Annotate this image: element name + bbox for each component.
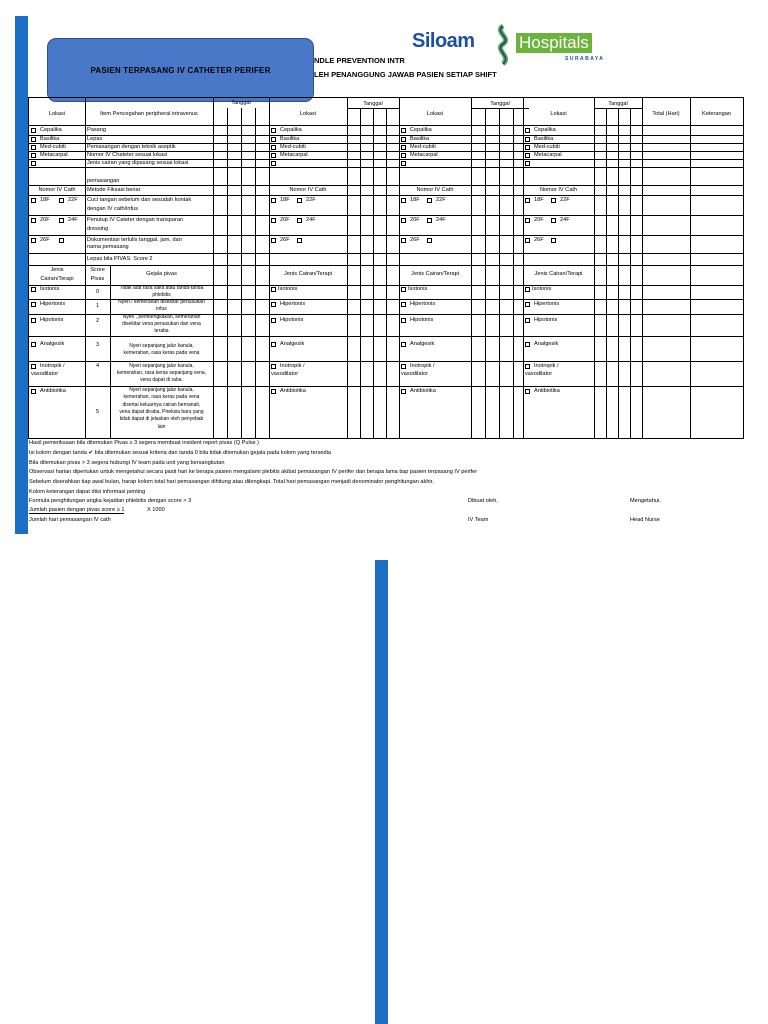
checkbox-20f-4[interactable] (525, 218, 530, 223)
nomor-iv-label-4: Nomor IV Cath (540, 187, 577, 193)
lokasi-med-cubiti-4: Med-cubiti (534, 144, 560, 150)
col-header-tanggal-3: Tanggal (490, 101, 510, 107)
size-26f-2: 26F (280, 237, 290, 243)
footer-note-5: Sebelum diserahkan tiap awal bulan, harap kolom total hari pemasangan dihitung atau dilengkapi. Total hari pemasangan menjadi denominator penghitungan akhir. (29, 479, 434, 485)
score-4: 4 (95, 363, 100, 369)
jenis-hipertonis-4: Hipertonis (534, 301, 560, 307)
size-18f: 18F (40, 197, 50, 203)
jenis-inotropik-4: Inotropik / (534, 363, 559, 369)
item-lepas-pivas: Lepas bila PIVAS: Score 2 (87, 256, 153, 262)
size-20f-3: 20F (410, 217, 420, 223)
jenis-analgesik: Analgesik (40, 341, 65, 347)
checkbox-20f[interactable] (31, 218, 36, 223)
logo-city: SURABAYA (565, 56, 605, 62)
item-dokumentasi-2: nama pemasang (87, 244, 129, 250)
footer-note-3: Bila ditemukan pivas > 3 segera hubungi IV team pada unit yang bersangkutan (29, 460, 225, 466)
size-20f: 20F (40, 217, 50, 223)
checkbox-18f-4[interactable] (525, 198, 530, 203)
checkbox-cepalika[interactable] (31, 128, 36, 133)
checkbox-cepalika-3[interactable] (401, 128, 406, 133)
checkbox-18f-3[interactable] (401, 198, 406, 203)
pivas-monitoring-table (28, 97, 744, 439)
checkbox-antibiotika[interactable] (31, 389, 36, 394)
score-header-a: Score (90, 267, 105, 273)
score-2: 2 (95, 318, 100, 324)
col-header-tanggal-4: Tanggal (608, 101, 628, 107)
jenis-vasodilator: vasodilator (31, 371, 59, 377)
checkbox-basilika-3[interactable] (401, 137, 406, 142)
footer-note-2: Isi kolom dengan tanda ✔ bila ditemukan sesuai kriteria dan tanda 0 bila tidak ditemukan gejala pada kolom yang tersedia (29, 450, 331, 456)
checkbox-isotonis-2[interactable] (271, 287, 276, 292)
gejala-5c: disertai keluarnya cairan bernanah, (122, 402, 201, 408)
gejala-1a: Nyeri / kemerahan disekitar penusukan (118, 299, 205, 305)
checkbox-lokasi-other-3[interactable] (401, 161, 406, 166)
item-pasang: Pasang (87, 127, 106, 133)
footer-note-1: Hasil pemeriksaan bila ditemukan Pivas ≥ 3 segera membuat insident report pivas (Q Pulse ) (29, 440, 260, 446)
checkbox-cepalika-4[interactable] (525, 128, 530, 133)
checkbox-24f-2[interactable] (297, 218, 302, 223)
lokasi-basilika-2: Basilika (280, 136, 300, 142)
size-24f-3: 24F (436, 217, 446, 223)
logo-word-siloam: Siloam (412, 30, 475, 52)
jenis-header-4: Jenis Cairan/Terapi (534, 271, 583, 277)
checkbox-antibiotika-3[interactable] (401, 389, 406, 394)
footer-formula-title: Formula penghitungan angka kejadian phlebitis dengan score > 3 (29, 498, 192, 504)
checkbox-hipertonis-4[interactable] (525, 302, 530, 307)
jenis-isotonis-4: Isotonis (532, 286, 552, 292)
gejala-2a: Nyeri , pembengkakan, kemerahan (122, 314, 201, 320)
score-1: 1 (95, 303, 100, 309)
logo-symbol-icon (488, 24, 518, 66)
checkbox-size-other-3[interactable] (427, 238, 432, 243)
lokasi-basilika-3: Basilika (410, 136, 430, 142)
gejala-5b: kemerahan, rasa keras pada vena (123, 394, 200, 400)
lokasi-cepalika-4: Cepalika (534, 127, 556, 133)
checkbox-analgesik[interactable] (31, 342, 36, 347)
checkbox-20f-3[interactable] (401, 218, 406, 223)
jenis-vasodilator-3: vasodilator (401, 371, 429, 377)
size-18f-4: 18F (534, 197, 544, 203)
gejala-4c: vena dapat di raba. (140, 377, 183, 383)
col-header-tanggal-2: Tanggal (363, 101, 383, 107)
item-teknik-aseptik: Pemasangan dengan teknik aseptik (87, 144, 176, 150)
lokasi-metacarpal-2: Metacarpal (280, 152, 308, 158)
col-header-keterangan: Keterangan (702, 111, 731, 117)
jenis-isotonis-3: Isotonis (408, 286, 428, 292)
item-cuci-tangan: Cuci tangan sebelum dan sesudah kontak (87, 197, 192, 203)
checkbox-20f-2[interactable] (271, 218, 276, 223)
lokasi-basilika-4: Basilika (534, 136, 554, 142)
size-24f-2: 24F (306, 217, 316, 223)
lokasi-metacarpal-3: Metacarpal (410, 152, 438, 158)
checkbox-22f-4[interactable] (551, 198, 556, 203)
size-20f-4: 20F (534, 217, 544, 223)
size-22f-2: 22F (306, 197, 316, 203)
gejala-0a: Tidak ada rasa sakit atau tanda-tanda (119, 285, 204, 291)
gejala-1b: infus (156, 306, 167, 312)
checkbox-22f-2[interactable] (297, 198, 302, 203)
col-header-lokasi-3: Lokasi (426, 111, 444, 117)
jenis-antibiotika-2: Antibiotika (280, 388, 306, 394)
item-cuci-tangan-2: dengan IV cath/infus (87, 206, 139, 212)
item-dokumentasi: Dokumentasi terlulis tanggal, jam, dan (87, 237, 182, 243)
jenis-header-1b: Cairan/Terapi (40, 276, 74, 282)
checkbox-18f-2[interactable] (271, 198, 276, 203)
jenis-analgesik-3: Analgesik (410, 341, 435, 347)
jenis-header-3: Jenis Cairan/Terapi (411, 271, 459, 277)
checkbox-26f[interactable] (31, 238, 36, 243)
item-nomor-chateter: Nomor IV Chateter sesuai lokasi (87, 152, 168, 158)
checkbox-hipotonis[interactable] (31, 318, 36, 323)
lokasi-cepalika-2: Cepalika (280, 127, 302, 133)
item-metode-fiksasi: Metode Fiksasi benar (87, 187, 141, 193)
jenis-hipotonis-4: Hipotonis (534, 317, 558, 323)
item-lepas: Lepas (87, 136, 103, 142)
checkbox-basilika-2[interactable] (271, 137, 276, 142)
signature-iv-team: IV Team (468, 517, 489, 523)
header-title-line2: LEH PENANGGUNG JAWAB PASIEN SETIAP SHIFT (314, 70, 497, 79)
jenis-inotropik-2: Inotropik / (280, 363, 305, 369)
checkbox-antibiotika-2[interactable] (271, 389, 276, 394)
footer-formula-numerator: Jumlah pasien dengan pivas score ≥ 1 (29, 507, 125, 513)
jenis-analgesik-4: Analgesik (534, 341, 559, 347)
checkbox-isotonis[interactable] (31, 287, 36, 292)
checkbox-inotropik-2[interactable] (271, 364, 276, 369)
checkbox-antibiotika-4[interactable] (525, 389, 530, 394)
jenis-analgesik-2: Analgesik (280, 341, 305, 347)
checkbox-hipertonis[interactable] (31, 302, 36, 307)
form-title: PASIEN TERPASANG IV CATHETER PERIFER (90, 65, 271, 75)
gejala-5a: Nyeri sepanjang jalur kanula, (129, 387, 194, 393)
score-3: 3 (95, 342, 100, 348)
checkbox-isotonis-3[interactable] (401, 287, 406, 292)
checkbox-24f[interactable] (59, 218, 64, 223)
checkbox-metacarpal-4[interactable] (525, 153, 530, 158)
gejala-5f: lain (157, 424, 166, 430)
size-26f: 26F (40, 237, 50, 243)
footer-note-6: Kolom keterangan dapat diisi informasi penting (29, 489, 146, 495)
col-header-item: Item Pencegahan peripheral intravenus (100, 111, 198, 117)
size-24f: 24F (68, 217, 78, 223)
checkbox-basilika[interactable] (31, 137, 36, 142)
gejala-5d: vena dapat diraba, Pireksia baru yang (119, 409, 204, 415)
size-20f-2: 20F (280, 217, 290, 223)
jenis-header-2: Jenis Cairan/Terapi (284, 271, 332, 277)
nomor-iv-label: Nomor IV Cath (38, 187, 76, 193)
signature-mengetahui: Mengetahui, (630, 498, 661, 504)
checkbox-size-other-2[interactable] (297, 238, 302, 243)
checkbox-22f[interactable] (59, 198, 64, 203)
lokasi-cepalika: Cepalika (40, 127, 62, 133)
item-penutup: Penutup IV Cateter dengan transparan (87, 217, 184, 223)
gejala-0b: phlebitis (152, 292, 171, 298)
jenis-hipotonis-2: Hipotonis (280, 317, 304, 323)
page-separator-bar (375, 560, 388, 1024)
footer-note-4: Observasi harian diperlukan untuk mengetahui secara pasti hari ke berapa pasien mengalami plebitis akibat pemasangan IV perifer dan berapa lama tiap pasien terpasang IV perifer (29, 469, 478, 475)
item-penutup-2: dressing (87, 226, 109, 232)
size-22f: 22F (68, 197, 78, 203)
checkbox-metacarpal[interactable] (31, 153, 36, 158)
signature-head-nurse: Head Nurse (630, 517, 660, 523)
checkbox-size-other[interactable] (59, 238, 64, 243)
item-jenis-cairan: Jenis cairan yang dipasang sesuai lokasi (87, 160, 189, 166)
gejala-2c: teraba (154, 328, 169, 334)
checkbox-basilika-4[interactable] (525, 137, 530, 142)
checkbox-26f-4[interactable] (525, 238, 530, 243)
size-18f-3: 18F (410, 197, 420, 203)
logo-word-hospitals: Hospitals (516, 33, 592, 53)
lokasi-metacarpal-4: Metacarpal (534, 152, 562, 158)
checkbox-hipotonis-2[interactable] (271, 318, 276, 323)
checkbox-metacarpal-2[interactable] (271, 153, 276, 158)
checkbox-isotonis-4[interactable] (525, 287, 530, 292)
jenis-hipotonis: Hipotonis (40, 317, 64, 323)
checkbox-inotropik-3[interactable] (401, 364, 406, 369)
checkbox-hipertonis-2[interactable] (271, 302, 276, 307)
col-header-lokasi-2: Lokasi (299, 111, 317, 117)
checkbox-analgesik-2[interactable] (271, 342, 276, 347)
size-26f-4: 26F (534, 237, 544, 243)
gejala-3a: Nyeri sepanjang jalur kanula, (129, 343, 194, 349)
jenis-hipertonis-3: Hipertonis (410, 301, 436, 307)
footer-formula-denominator: Jumlah hari pemasangan IV cath (29, 517, 111, 523)
form-title-badge (47, 38, 314, 102)
size-26f-3: 26F (410, 237, 420, 243)
nomor-iv-label-3: Nomor IV Cath (416, 187, 454, 193)
item-jenis-cairan-2: pemasangan (87, 178, 120, 184)
size-22f-3: 22F (436, 197, 446, 203)
jenis-isotonis: Isotonis (40, 286, 60, 292)
nomor-iv-label-2: Nomor IV Cath (289, 187, 327, 193)
siloam-logo (410, 24, 610, 66)
checkbox-lokasi-other-4[interactable] (525, 161, 530, 166)
left-accent-bar (15, 16, 28, 534)
jenis-header-1a: Jenis (50, 267, 64, 273)
lokasi-med-cubiti-2: Med-cubiti (280, 144, 306, 150)
jenis-inotropik: Inotropik / (40, 363, 65, 369)
checkbox-22f-3[interactable] (427, 198, 432, 203)
checkbox-inotropik-4[interactable] (525, 364, 530, 369)
jenis-isotonis-2: Isotonis (278, 286, 298, 292)
score-header-b: Pivas (90, 276, 105, 282)
gejala-2b: disekitar vena penusukan dan vena (122, 321, 201, 327)
checkbox-med-cubiti-2[interactable] (271, 145, 276, 150)
jenis-antibiotika: Antibiotika (40, 388, 66, 394)
lokasi-med-cubiti-3: Med-cubiti (410, 144, 436, 150)
checkbox-hipotonis-3[interactable] (401, 318, 406, 323)
checkbox-metacarpal-3[interactable] (401, 153, 406, 158)
checkbox-med-cubiti[interactable] (31, 145, 36, 150)
jenis-vasodilator-4: vasodilator (525, 371, 553, 377)
checkbox-hipotonis-4[interactable] (525, 318, 530, 323)
gejala-header: Gejala pivas (146, 271, 177, 277)
col-header-lokasi-4: Lokasi (550, 111, 567, 117)
signature-dibuat-oleh: Dibuat oleh, (468, 498, 498, 504)
col-header-tanggal-1: Tanggal (231, 100, 251, 106)
header-title-line1: NDLE PREVENTION INTR (314, 56, 405, 65)
checkbox-med-cubiti-4[interactable] (525, 145, 530, 150)
gejala-4a: Nyeri sepanjang jalur kanula, (129, 363, 194, 369)
checkbox-inotropik[interactable] (31, 364, 36, 369)
checkbox-26f-2[interactable] (271, 238, 276, 243)
size-24f-4: 24F (560, 217, 570, 223)
checkbox-analgesik-4[interactable] (525, 342, 530, 347)
score-0: 0 (95, 289, 100, 295)
col-header-total: Total (Hari) (652, 111, 680, 117)
jenis-antibiotika-4: Antibiotika (534, 388, 560, 394)
footer-formula-multiplier: X 1000 (147, 507, 165, 513)
checkbox-18f[interactable] (31, 198, 36, 203)
checkbox-analgesik-3[interactable] (401, 342, 406, 347)
score-5: 5 (95, 409, 100, 415)
checkbox-lokasi-other[interactable] (31, 161, 36, 166)
lokasi-med-cubiti: Med-cubiti (40, 144, 66, 150)
lokasi-cepalika-3: Cepalika (410, 127, 432, 133)
size-22f-4: 22F (560, 197, 570, 203)
gejala-3b: kemerahan, rasa keras pada vena (123, 350, 200, 356)
checkbox-lokasi-other-2[interactable] (271, 161, 276, 166)
jenis-hipotonis-3: Hipotonis (410, 317, 434, 323)
lokasi-metacarpal: Metacarpal (40, 152, 68, 158)
size-18f-2: 18F (280, 197, 290, 203)
jenis-vasodilator-2: vasodilator (271, 371, 299, 377)
gejala-5e: tidak dapat di jelaskan oleh penyebab (119, 416, 204, 422)
jenis-hipertonis-2: Hipertonis (280, 301, 306, 307)
checkbox-24f-4[interactable] (551, 218, 556, 223)
gejala-4b: kemerahan, rasa keras sepanjang vena, (116, 370, 207, 376)
jenis-antibiotika-3: Antibiotika (410, 388, 436, 394)
checkbox-size-other-4[interactable] (551, 238, 556, 243)
jenis-hipertonis: Hipertonis (40, 301, 66, 307)
lokasi-basilika: Basilika (40, 136, 60, 142)
col-header-lokasi-1: Lokasi (48, 111, 66, 117)
checkbox-hipertonis-3[interactable] (401, 302, 406, 307)
checkbox-26f-3[interactable] (401, 238, 406, 243)
checkbox-24f-3[interactable] (427, 218, 432, 223)
jenis-inotropik-3: Inotropik / (410, 363, 435, 369)
checkbox-cepalika-2[interactable] (271, 128, 276, 133)
checkbox-med-cubiti-3[interactable] (401, 145, 406, 150)
